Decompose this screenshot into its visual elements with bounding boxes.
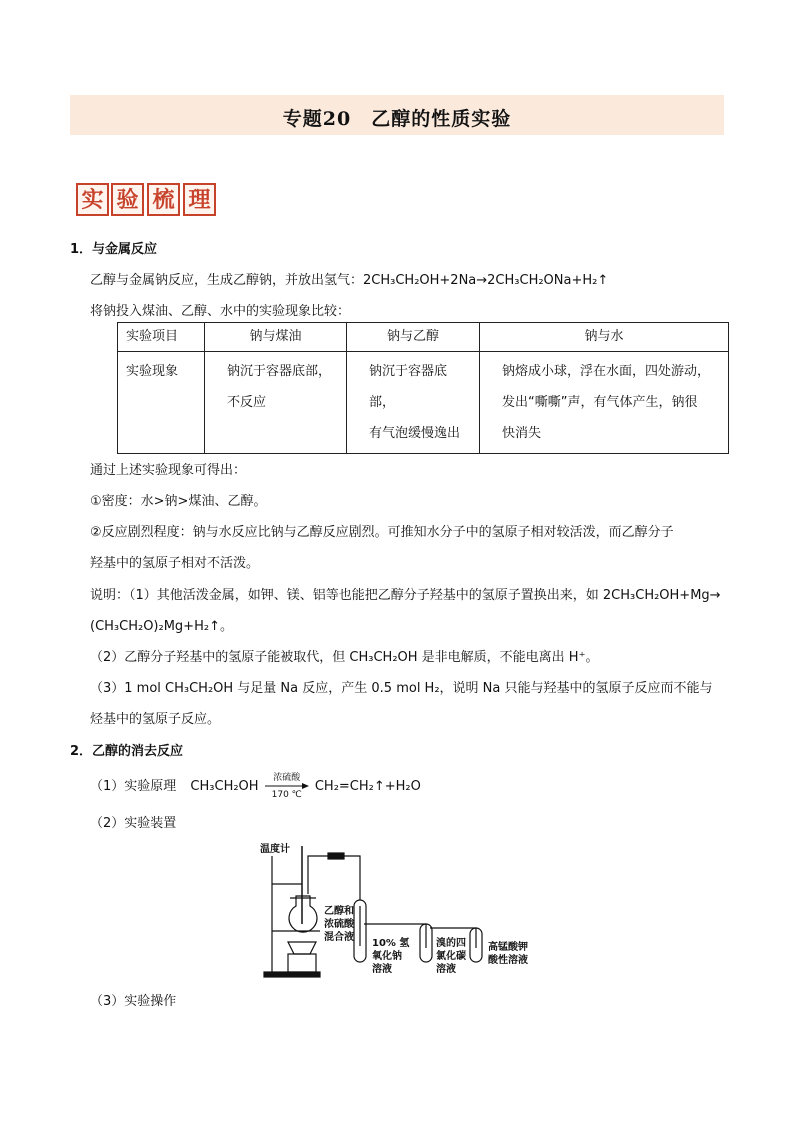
flask [289,896,317,932]
paragraph: 说明：（1）其他活泼金属，如钾、镁、铝等也能把乙醇分子羟基中的氢原子置换出来，如 2CH₃CH₂OH+Mg→ [90,588,721,603]
label-naoh: 10% 氢 [372,938,410,949]
page-title: 专题20 乙醇的性质实验 [282,108,512,130]
table-row-label: 实验现象 [118,352,205,454]
table-header-row [118,323,729,352]
label-ccl4: 氯化碳 [436,951,466,962]
paragraph: ②反应剧烈程度：钠与水反应比钠与乙醇反应剧烈。可推知水分子中的氢原子相对较活泼，而乙醇分子 [90,525,674,540]
section-stamp-char: 实 [76,183,109,216]
paragraph: ①密度：水>钠>煤油、乙醇。 [90,494,267,509]
section-heading: 1．与金属反应 [70,242,158,257]
cell-line: 钠熔成小球，浮在水面，四处游动， [502,364,711,379]
apparatus-label: （2）实验装置 [90,816,177,831]
comparison-table [117,322,729,454]
paragraph: （3）1 mol CH₃CH₂OH 与足量 Na 反应，产生 0.5 mol H₂，说明 Na 只能与羟基中的氢原子反应而不能与 [90,681,713,696]
label-naoh: 溶液 [372,964,392,975]
label-ccl4: 溶液 [436,964,456,975]
paragraph: 烃基中的氢原子反应。 [90,712,221,727]
section-stamp-char: 理 [183,183,216,216]
paragraph: 通过上述实验现象可得出： [90,463,247,478]
cell-line: 发出“嘶嘶”声，有气体产生，钠很 [502,395,698,410]
section-stamp-char: 梳 [147,183,180,216]
reaction-condition-top: 浓硫酸 [273,772,301,783]
reaction-condition-bottom: 170 ℃ [271,789,302,800]
table-cell-kerosene [205,352,347,454]
reaction-arrow [265,772,309,800]
burner [288,954,316,972]
label-mix: 浓硫酸 [324,919,354,930]
table-cell-water [480,352,729,454]
apparatus-figure [250,836,550,982]
label-kmno4: 高锰酸钾 [488,942,528,953]
paragraph: 将钠投入煤油、乙醇、水中的实验现象比较： [90,304,351,319]
table-cell-ethanol [347,352,480,454]
reactant: CH₃CH₂OH [190,779,259,794]
paragraph: (CH₃CH₂O)₂Mg+H₂↑。 [90,619,233,634]
paragraph: （2）乙醇分子羟基中的氢原子能被取代，但 CH₃CH₂OH 是非电解质，不能电离出 H⁺。 [90,650,599,665]
section-heading: 2．乙醇的消去反应 [70,744,184,759]
table-row [118,352,729,454]
cell-line: 快消失 [502,426,542,441]
table-header-cell: 钠与乙醇 [347,323,480,352]
cell-line: 不反应 [227,395,267,410]
label-ccl4: 溴的四 [436,938,466,949]
operation-label: （3）实验操作 [90,994,177,1009]
label-mix: 混合液 [324,932,354,943]
label-naoh: 氧化钠 [372,951,402,962]
principle-label: （1）实验原理 [90,779,177,794]
section-stamp-char: 验 [111,183,144,216]
paragraph: 羟基中的氢原子相对不活泼。 [90,556,260,571]
principle-line [90,772,421,800]
stand-base [264,972,320,977]
paragraph: 乙醇与金属钠反应，生成乙醇钠，并放出氢气：2CH₃CH₂OH+2Na→2CH₃CH₂ONa+H₂↑ [90,273,609,288]
burner-flame [288,942,316,954]
label-kmno4: 酸性溶液 [488,955,528,966]
label-mix: 乙醇和 [324,906,354,917]
label-thermometer: 温度计 [260,844,290,855]
table-header-cell: 钠与水 [480,323,729,352]
arrow-icon [265,782,309,790]
cell-line: 有气泡缓慢逸出 [369,426,461,441]
title-bar [70,95,724,135]
table-header-cell: 实验项目 [118,323,205,352]
cell-line: 钠沉于容器底部， [369,364,448,410]
cell-line: 钠沉于容器底部， [227,364,332,379]
delivery-tube [308,856,360,900]
product: CH₂=CH₂↑+H₂O [314,779,421,794]
table-header-cell: 钠与煤油 [205,323,347,352]
tube-joint [328,853,344,859]
